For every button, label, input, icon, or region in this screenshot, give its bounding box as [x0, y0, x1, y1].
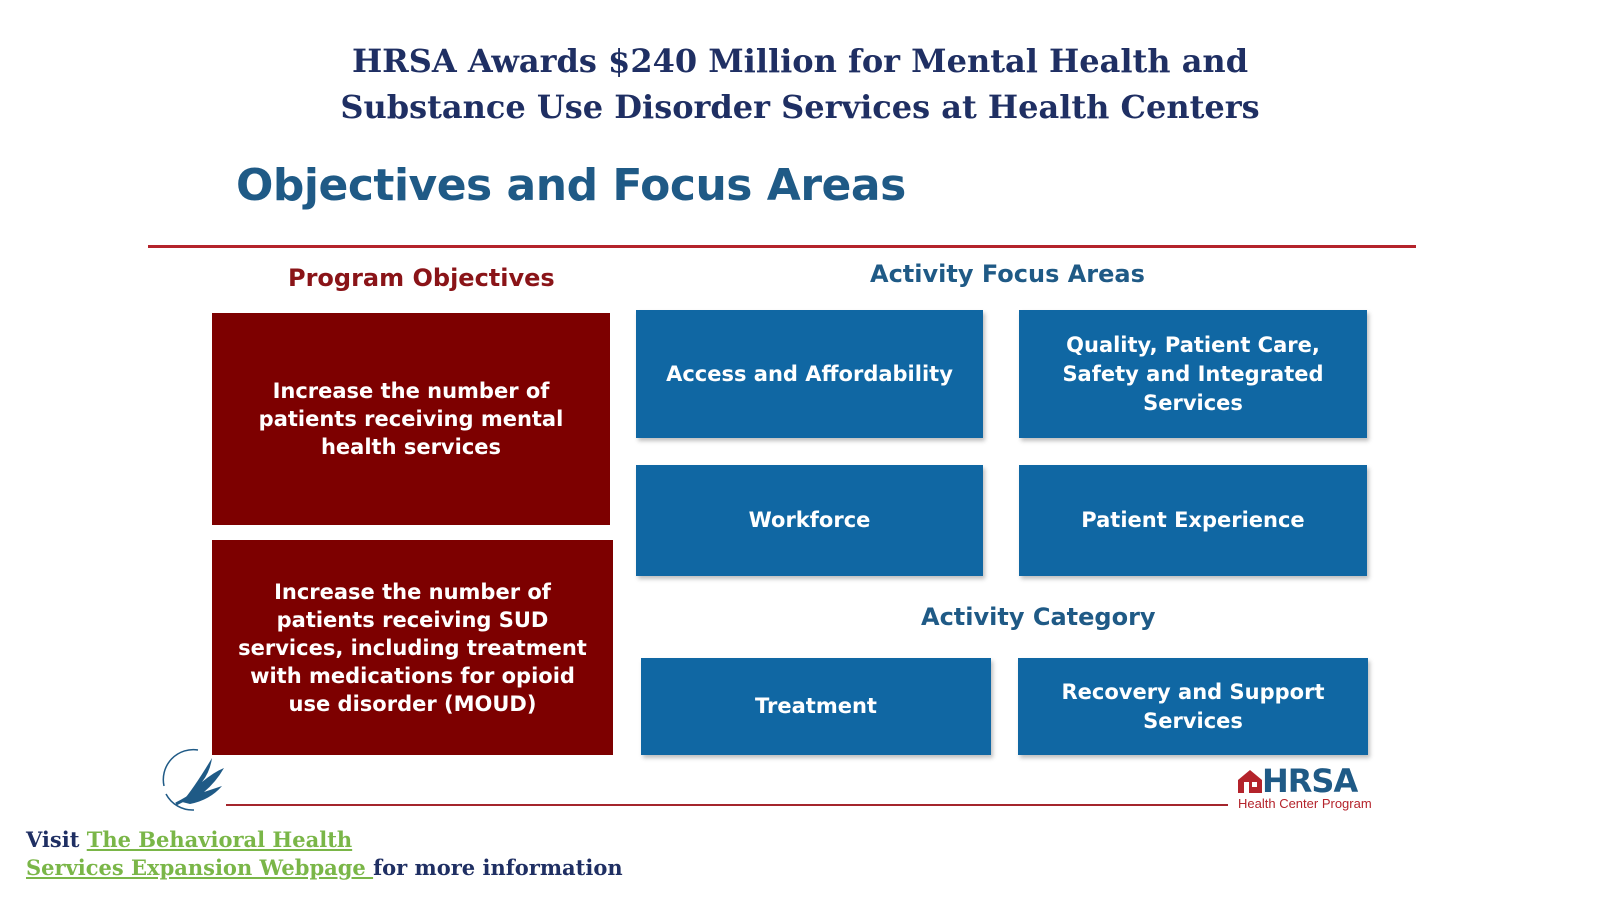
hhs-eagle-icon: [154, 742, 232, 814]
link-text-line-1[interactable]: The Behavioral Health: [86, 827, 353, 852]
footer-suffix: for more information: [373, 855, 623, 880]
headline: [0, 38, 1600, 130]
focus-box-access: Access and Affordability: [636, 310, 983, 438]
objective-box-mental-health: Increase the number of patients receiving mental health services: [212, 313, 610, 525]
objective-box-sud: Increase the number of patients receiving SUD services, including treatment with medications for opioid use disorder (MOUD): [212, 540, 613, 755]
hrsa-house-icon: [1236, 768, 1264, 794]
top-divider: [148, 245, 1416, 248]
focus-box-patient-experience: Patient Experience: [1019, 465, 1367, 576]
footer-prefix: Visit: [26, 827, 87, 852]
footer-note: [26, 826, 623, 882]
link-text-line-2[interactable]: Services Expansion Webpage: [26, 855, 374, 880]
focus-box-quality: Quality, Patient Care, Safety and Integrated Services: [1019, 310, 1367, 438]
slide-title: Objectives and Focus Areas: [236, 160, 906, 211]
headline-line-2: Substance Use Disorder Services at Health Centers: [340, 88, 1260, 126]
focus-box-workforce: Workforce: [636, 465, 983, 576]
activity-category-heading: Activity Category: [921, 603, 1156, 631]
program-objectives-heading: Program Objectives: [288, 264, 555, 292]
hrsa-wordmark: HRSA: [1262, 762, 1358, 800]
activity-focus-areas-heading: Activity Focus Areas: [870, 260, 1145, 288]
headline-line-1: HRSA Awards $240 Million for Mental Health and: [351, 42, 1249, 80]
hrsa-logo: [1236, 764, 1386, 812]
hrsa-subtitle: Health Center Program: [1238, 796, 1372, 811]
category-box-treatment: Treatment: [641, 658, 991, 755]
category-box-recovery: Recovery and Support Services: [1018, 658, 1368, 755]
bottom-divider: [226, 804, 1228, 806]
